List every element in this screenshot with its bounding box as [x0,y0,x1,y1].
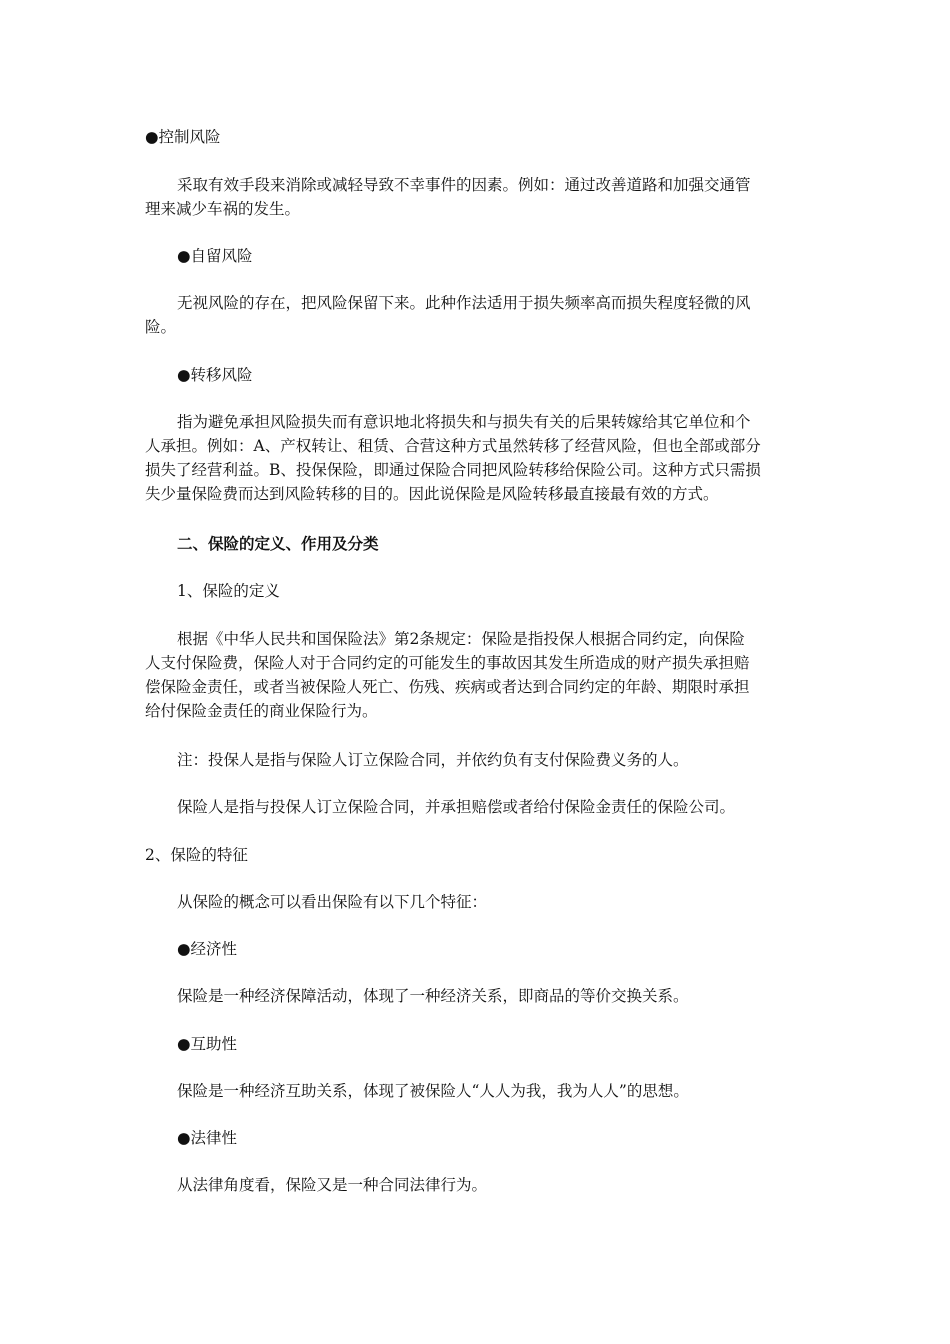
heading-retain-risk: ●自留风险 [177,247,253,265]
note-line: 注：投保人是指与保险人订立保险合同，并依约负有支付保险费义务的人。 [177,751,689,769]
paragraph-line: 人承担。例如：A、产权转让、租赁、合营这种方式虽然转移了经营风险，但也全部或部分 [145,437,761,455]
paragraph-line: 偿保险金责任，或者当被保险人死亡、伤残、疾病或者达到合同约定的年龄、期限时承担 [145,678,750,696]
paragraph-line: 指为避免承担风险损失而有意识地北将损失和与损失有关的后果转嫁给其它单位和个 [177,413,751,431]
paragraph-line: 人支付保险费，保险人对于合同约定的可能发生的事故因其发生所造成的财产损失承担赔 [145,654,750,672]
paragraph-line: 从保险的概念可以看出保险有以下几个特征： [177,893,488,911]
paragraph-line: 保险人是指与投保人订立保险合同，并承担赔偿或者给付保险金责任的保险公司。 [177,798,736,816]
subsection-heading: 1、保险的定义 [177,582,280,600]
heading-legal: ●法律性 [177,1129,238,1147]
paragraph-line: 险。 [145,318,177,336]
paragraph-line: 损失了经营利益。B、投保保险，即通过保险合同把风险转移给保险公司。这种方式只需损 [145,461,761,479]
paragraph-line: 无视风险的存在，把风险保留下来。此种作法适用于损失频率高而损失程度轻微的风 [177,294,751,312]
section-heading: 二、保险的定义、作用及分类 [177,534,379,553]
heading-mutual-aid: ●互助性 [177,1035,238,1053]
paragraph-line: 保险是一种经济保障活动，体现了一种经济关系，即商品的等价交换关系。 [177,987,689,1005]
paragraph-line: 保险是一种经济互助关系，体现了被保险人“人人为我，我为人人”的思想。 [177,1082,689,1100]
paragraph-line: 失少量保险费而达到风险转移的目的。因此说保险是风险转移最直接最有效的方式。 [145,485,719,503]
heading-transfer-risk: ●转移风险 [177,366,253,384]
paragraph-line: 从法律角度看，保险又是一种合同法律行为。 [177,1176,488,1194]
heading-economic: ●经济性 [177,940,238,958]
paragraph-line: 根据《中华人民共和国保险法》第2条规定：保险是指投保人根据合同约定，向保险 [177,630,745,648]
subsection-heading: 2、保险的特征 [145,846,248,864]
paragraph-line: 采取有效手段来消除或减轻导致不幸事件的因素。例如：通过改善道路和加强交通管 [177,176,751,194]
paragraph-line: 给付保险金责任的商业保险行为。 [145,702,378,720]
paragraph-line: 理来减少车祸的发生。 [145,200,301,218]
heading-control-risk: ●控制风险 [145,128,221,146]
